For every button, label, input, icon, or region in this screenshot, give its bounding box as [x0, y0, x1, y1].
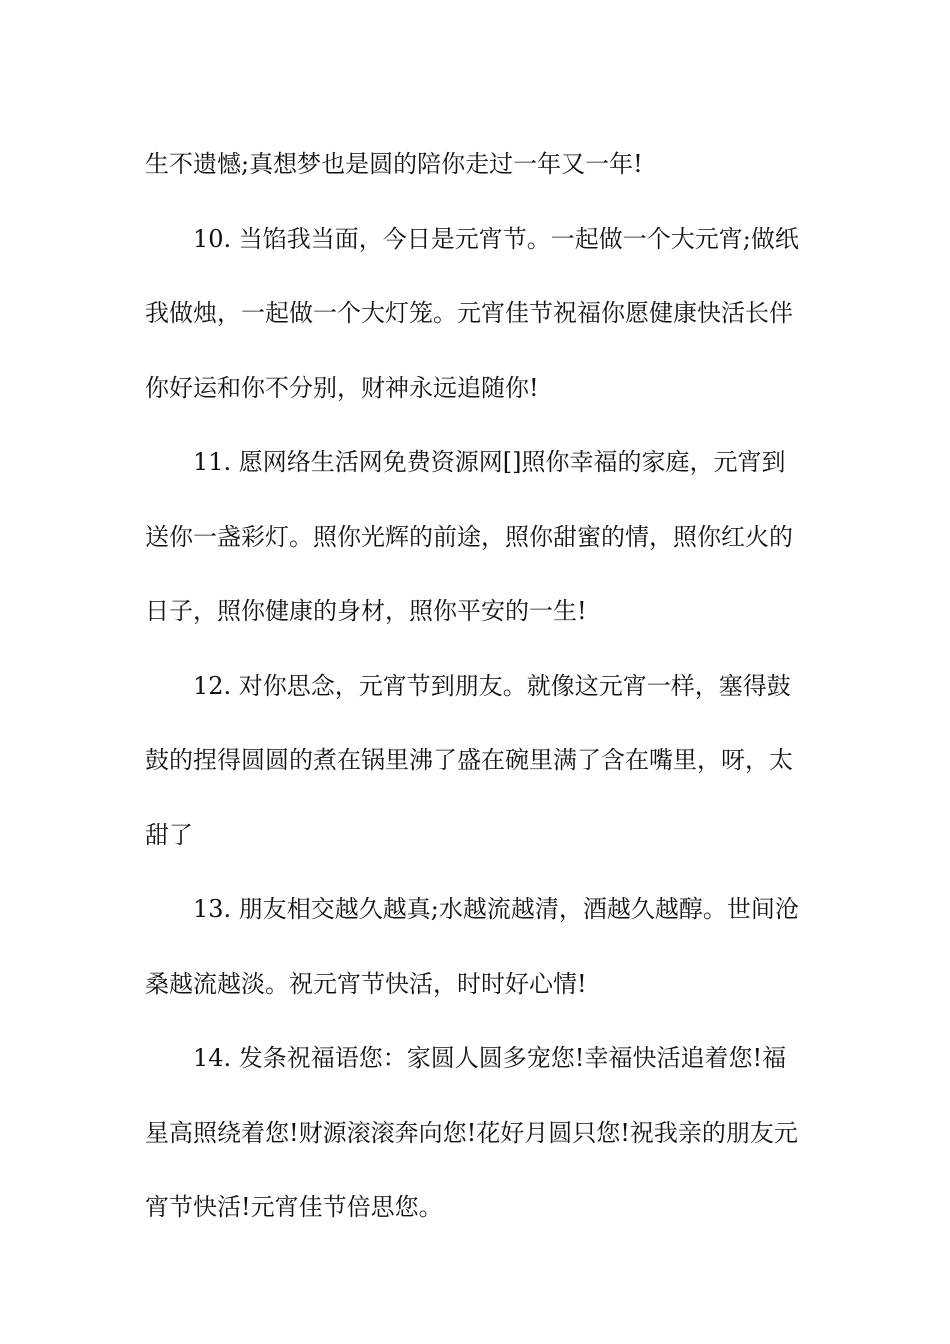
- paragraph-line: 宵节快活!元宵佳节倍思您。: [145, 1193, 443, 1221]
- paragraph-line: 12. 对你思念，元宵节到朋友。就像这元宵一样，塞得鼓: [193, 671, 791, 700]
- paragraph-line: 甜了: [145, 820, 193, 849]
- paragraph-line: 日子，照你健康的身材，照你平安的一生!: [145, 597, 587, 625]
- paragraph-line: 11. 愿网络生活网免费资源网[]照你幸福的家庭，元宵到: [193, 448, 786, 476]
- paragraph-line: 10. 当馅我当面，今日是元宵节。一起做一个大元宵;做纸: [193, 224, 799, 253]
- paragraph-line: 送你一盏彩灯。照你光辉的前途，照你甜蜜的情，照你红火的: [145, 522, 793, 551]
- paragraph-line: 生不遗憾;真想梦也是圆的陪你走过一年又一年!: [145, 150, 643, 178]
- document-body: [145, 127, 810, 1245]
- paragraph-line: 我做烛，一起做一个大灯笼。元宵佳节祝福你愿健康快活长伴: [145, 299, 793, 327]
- paragraph-line: 14. 发条祝福语您：家圆人圆多宠您!幸福快活追着您!福: [193, 1044, 787, 1072]
- paragraph-line: 星高照绕着您!财源滚滚奔向您!花好月圆只您!祝我亲的朋友元: [145, 1118, 798, 1147]
- paragraph-line: 13. 朋友相交越久越真;水越流越清，酒越久越醇。世间沧: [193, 895, 799, 923]
- paragraph-line: 鼓的捏得圆圆的煮在锅里沸了盛在碗里满了含在嘴里，呀，太: [145, 746, 793, 774]
- paragraph-line: 桑越流越淡。祝元宵节快活，时时好心情!: [145, 969, 587, 998]
- paragraph-line: 你好运和你不分别，财神永远追随你!: [145, 373, 539, 402]
